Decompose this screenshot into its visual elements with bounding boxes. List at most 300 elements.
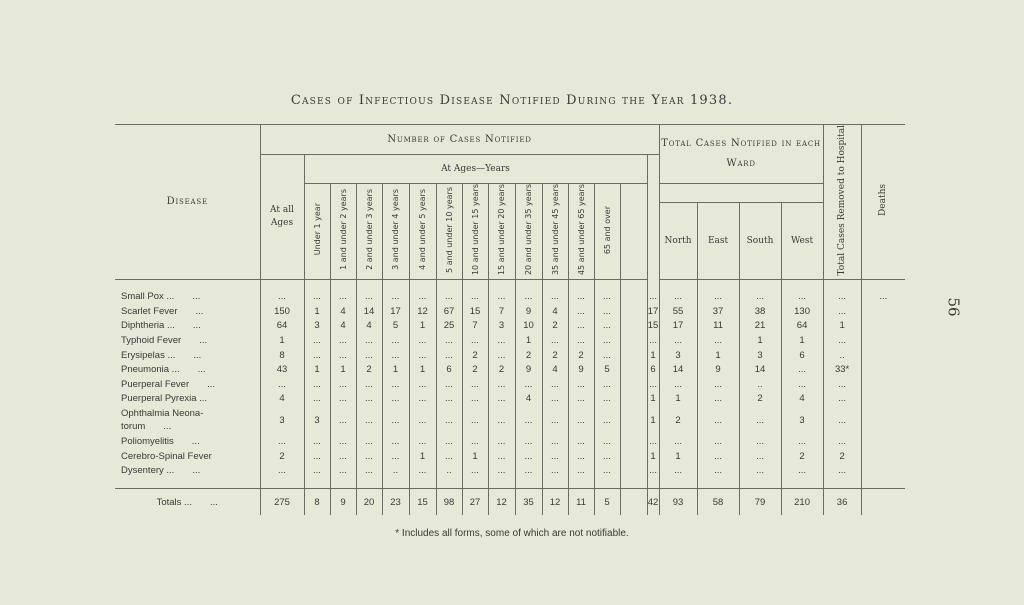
table-body bbox=[115, 279, 905, 515]
disease-name: Pneumonia ... ... bbox=[115, 362, 260, 377]
table-cell: 58 bbox=[697, 489, 739, 516]
disease-name: Puerperal Pyrexia ... bbox=[115, 392, 260, 407]
table-cell: ... bbox=[568, 463, 594, 478]
page-number: 56 bbox=[944, 297, 963, 317]
table-cell: ... bbox=[823, 333, 861, 348]
table-cell: 15 bbox=[647, 320, 659, 332]
table-cell: ... bbox=[488, 333, 515, 348]
gap-cell bbox=[620, 406, 647, 434]
table-cell: ... bbox=[781, 463, 823, 478]
table-cell: 4 bbox=[356, 319, 382, 334]
disease-name: Scarlet Fever ... bbox=[115, 304, 260, 319]
total-cases-ward-header: Total Cases Notified in each Ward bbox=[659, 125, 823, 184]
disease-name: Erysipelas ... ... bbox=[115, 348, 260, 363]
table-cell: 3 bbox=[659, 348, 697, 363]
spacer-row bbox=[115, 478, 905, 489]
table-cell: 2 bbox=[542, 348, 568, 363]
table-cell: 14 bbox=[739, 362, 781, 377]
table-cell: 11 bbox=[697, 319, 739, 334]
table-cell: ... bbox=[594, 463, 620, 478]
table-cell: 3 bbox=[739, 348, 781, 363]
infectious-disease-table bbox=[115, 124, 905, 515]
gap-cell bbox=[620, 319, 647, 334]
table-cell: ... bbox=[330, 434, 356, 449]
table-cell: ... bbox=[488, 377, 515, 392]
table-cell: ... bbox=[462, 392, 488, 407]
gap-cell bbox=[620, 377, 647, 392]
table-cell: ... bbox=[488, 463, 515, 478]
table-cell: 3 bbox=[260, 406, 304, 434]
table-cell: ... bbox=[823, 434, 861, 449]
table-cell: ... bbox=[304, 348, 330, 363]
table-cell: .. bbox=[823, 348, 861, 363]
page-title: Cases of Infectious Disease Notified During the Year 1938. bbox=[290, 93, 734, 108]
table-cell: ... bbox=[409, 392, 436, 407]
table-cell: 5 bbox=[382, 319, 409, 334]
table-cell: ... bbox=[409, 406, 436, 434]
table-cell bbox=[861, 449, 905, 464]
table-cell: 37 bbox=[697, 304, 739, 319]
table-cell: 1 bbox=[515, 333, 542, 348]
table-row bbox=[115, 362, 905, 377]
at-all-ages-header: At all Ages bbox=[260, 155, 304, 280]
table-cell: 42 bbox=[647, 489, 659, 516]
table-cell: 1 bbox=[647, 392, 659, 407]
table-cell: .. bbox=[739, 377, 781, 392]
age-col-8: 20 and under 35 years bbox=[515, 183, 542, 279]
table-cell: ... bbox=[382, 290, 409, 305]
table-cell: ... bbox=[330, 449, 356, 464]
table-cell: ... bbox=[304, 449, 330, 464]
table-cell: 36 bbox=[823, 489, 861, 516]
gap-cell bbox=[620, 449, 647, 464]
age-col-3: 3 and under 4 years bbox=[382, 183, 409, 279]
table-cell: ... bbox=[739, 449, 781, 464]
disease-name: Ophthalmia Neona-torum ... bbox=[115, 406, 260, 434]
table-cell bbox=[861, 489, 905, 516]
table-cell: 1 bbox=[462, 449, 488, 464]
age-col-5: 5 and under 10 years bbox=[436, 183, 462, 279]
table-cell: 4 bbox=[330, 319, 356, 334]
table-cell: 2 bbox=[515, 348, 542, 363]
table-cell: 4 bbox=[542, 304, 568, 319]
table-cell: ... bbox=[697, 463, 739, 478]
table-cell: ... bbox=[568, 392, 594, 407]
table-cell: 17 bbox=[659, 319, 697, 334]
table-cell: 1 bbox=[697, 348, 739, 363]
table-cell: ... bbox=[304, 434, 330, 449]
table-cell: 1 bbox=[823, 319, 861, 334]
table-cell: ... bbox=[356, 406, 382, 434]
age-col-12 bbox=[620, 183, 647, 279]
table-cell: ... bbox=[542, 377, 568, 392]
table-cell: 43 bbox=[260, 362, 304, 377]
table-cell: ... bbox=[330, 348, 356, 363]
disease-name: Cerebro-Spinal Fever bbox=[115, 449, 260, 464]
table-cell: 150 bbox=[260, 304, 304, 319]
table-cell: ... bbox=[594, 319, 620, 334]
table-cell: ... bbox=[647, 377, 659, 392]
table-cell: ... bbox=[436, 377, 462, 392]
table-cell: 17 bbox=[647, 305, 659, 317]
table-cell: 15 bbox=[409, 489, 436, 516]
table-cell: 3 bbox=[781, 406, 823, 434]
table-cell: ... bbox=[356, 377, 382, 392]
footnote: * Includes all forms, some of which are not notifiable. bbox=[395, 528, 629, 539]
table-cell: ... bbox=[382, 434, 409, 449]
removed-header: Total Cases Removed to Hospital bbox=[823, 125, 861, 280]
age-col-10: 45 and under 65 years bbox=[568, 183, 594, 279]
table-cell: ... bbox=[260, 434, 304, 449]
table-cell bbox=[861, 463, 905, 478]
table-cell: ... bbox=[304, 377, 330, 392]
table-cell: 12 bbox=[488, 489, 515, 516]
table-cell: ... bbox=[356, 290, 382, 305]
table-row bbox=[115, 463, 905, 478]
table-cell: ... bbox=[823, 377, 861, 392]
table-cell: ... bbox=[861, 290, 905, 305]
disease-name: Poliomyelitis ... bbox=[115, 434, 260, 449]
table-cell: 15 bbox=[462, 304, 488, 319]
table-cell: 1 bbox=[304, 362, 330, 377]
gap-cell bbox=[620, 304, 647, 319]
table-cell: ... bbox=[462, 333, 488, 348]
age-col-6: 10 and under 15 years bbox=[462, 183, 488, 279]
table-cell: ... bbox=[647, 434, 659, 449]
table-cell bbox=[861, 319, 905, 334]
table-cell: 1 bbox=[647, 449, 659, 464]
table-cell: ... bbox=[462, 406, 488, 434]
table-cell: ... bbox=[330, 406, 356, 434]
table-cell: ... bbox=[356, 434, 382, 449]
table-cell: 93 bbox=[659, 489, 697, 516]
table-cell: ... bbox=[409, 290, 436, 305]
table-cell bbox=[861, 348, 905, 363]
table-cell: ... bbox=[260, 290, 304, 305]
table-cell: 1 bbox=[647, 406, 659, 434]
table-cell: ... bbox=[781, 377, 823, 392]
table-cell: ... bbox=[488, 434, 515, 449]
table-cell: ... bbox=[488, 392, 515, 407]
table-cell bbox=[861, 406, 905, 434]
table-row bbox=[115, 377, 905, 392]
table-cell: 210 bbox=[781, 489, 823, 516]
table-cell: 2 bbox=[781, 449, 823, 464]
table-cell: 2 bbox=[462, 362, 488, 377]
table-cell: 7 bbox=[488, 304, 515, 319]
disease-name: Small Pox ... ... bbox=[115, 290, 260, 305]
table-cell: ... bbox=[488, 449, 515, 464]
gap-cell bbox=[620, 463, 647, 478]
table-cell: ... bbox=[330, 392, 356, 407]
table-cell: ... bbox=[594, 304, 620, 319]
table-cell: 17 bbox=[382, 304, 409, 319]
table-cell: 1 bbox=[304, 304, 330, 319]
table-cell bbox=[861, 362, 905, 377]
table-cell: ... bbox=[568, 406, 594, 434]
table-cell: 67 bbox=[436, 304, 462, 319]
table-cell: 1 bbox=[409, 362, 436, 377]
table-cell: ... bbox=[659, 377, 697, 392]
table-cell: 27 bbox=[462, 489, 488, 516]
table-cell: ... bbox=[697, 377, 739, 392]
table-cell: ... bbox=[515, 449, 542, 464]
table-cell: ... bbox=[356, 463, 382, 478]
table-cell: ... bbox=[382, 333, 409, 348]
table-cell: ... bbox=[594, 406, 620, 434]
table-cell: 1 bbox=[781, 333, 823, 348]
table-cell: 5 bbox=[594, 362, 620, 377]
table-cell: ... bbox=[659, 434, 697, 449]
table-cell: .. bbox=[436, 463, 462, 478]
table-cell: ... bbox=[739, 463, 781, 478]
table-cell bbox=[861, 333, 905, 348]
at-ages-header: At Ages—Years bbox=[304, 155, 647, 184]
table-cell: 9 bbox=[515, 304, 542, 319]
table-cell: ... bbox=[542, 449, 568, 464]
table-cell: 4 bbox=[260, 392, 304, 407]
gap-cell bbox=[620, 333, 647, 348]
table-cell: ... bbox=[542, 434, 568, 449]
table-cell: ... bbox=[594, 290, 620, 305]
age-col-2: 2 and under 3 years bbox=[356, 183, 382, 279]
table-cell: 2 bbox=[739, 392, 781, 407]
table-row bbox=[115, 304, 905, 319]
table-cell: 1 bbox=[647, 348, 659, 363]
table-cell: 55 bbox=[659, 304, 697, 319]
gap-cell bbox=[620, 392, 647, 407]
table-cell: ... bbox=[330, 463, 356, 478]
table-cell: ... bbox=[542, 290, 568, 305]
table-row bbox=[115, 319, 905, 334]
table-cell: ... bbox=[382, 406, 409, 434]
table-cell: ... bbox=[568, 319, 594, 334]
disease-name: Typhoid Fever ... bbox=[115, 333, 260, 348]
table-cell: 2 bbox=[568, 348, 594, 363]
table-cell: ... bbox=[409, 434, 436, 449]
table-cell: ... bbox=[781, 290, 823, 305]
table-cell: 3 bbox=[304, 406, 330, 434]
table-cell: .. bbox=[382, 463, 409, 478]
table-cell: ... bbox=[515, 406, 542, 434]
disease-header: Disease bbox=[115, 125, 260, 280]
table-cell: ... bbox=[382, 392, 409, 407]
table-cell: 1 bbox=[409, 449, 436, 464]
table-cell: ... bbox=[462, 290, 488, 305]
table-cell: ... bbox=[330, 290, 356, 305]
table-row bbox=[115, 434, 905, 449]
table-cell: ... bbox=[647, 290, 659, 305]
table-cell: ... bbox=[462, 377, 488, 392]
table-cell: ... bbox=[436, 392, 462, 407]
table-cell: ... bbox=[697, 434, 739, 449]
table-cell: 2 bbox=[823, 449, 861, 464]
table-cell: ... bbox=[304, 463, 330, 478]
table-cell: ... bbox=[823, 392, 861, 407]
table-cell: 1 bbox=[409, 319, 436, 334]
gap-cell bbox=[620, 348, 647, 363]
table-cell: ... bbox=[356, 449, 382, 464]
table-cell: ... bbox=[330, 377, 356, 392]
table-cell: ... bbox=[659, 463, 697, 478]
table-cell: 2 bbox=[542, 319, 568, 334]
table-cell: ... bbox=[436, 434, 462, 449]
table-cell: ... bbox=[542, 392, 568, 407]
table-cell: ... bbox=[739, 290, 781, 305]
table-cell: ... bbox=[823, 463, 861, 478]
ward-south-header: South bbox=[739, 203, 781, 279]
table-cell: ... bbox=[462, 463, 488, 478]
table-cell: 5 bbox=[594, 489, 620, 516]
table-cell: 14 bbox=[356, 304, 382, 319]
table-cell: 275 bbox=[260, 489, 304, 516]
table-cell: 35 bbox=[515, 489, 542, 516]
table-cell: 130 bbox=[781, 304, 823, 319]
table-cell: 4 bbox=[781, 392, 823, 407]
table-cell: ... bbox=[462, 434, 488, 449]
table-cell: ... bbox=[594, 333, 620, 348]
table-cell: ... bbox=[594, 377, 620, 392]
table-cell: ... bbox=[542, 463, 568, 478]
table-cell: ... bbox=[409, 463, 436, 478]
table-cell: 1 bbox=[659, 392, 697, 407]
deaths-header: Deaths bbox=[861, 125, 905, 280]
table-cell: ... bbox=[647, 463, 659, 478]
table-cell: 4 bbox=[515, 392, 542, 407]
age-col-0: Under 1 year bbox=[304, 183, 330, 279]
table-cell: 33* bbox=[823, 362, 861, 377]
table-cell: ... bbox=[568, 377, 594, 392]
table-cell: ... bbox=[304, 290, 330, 305]
table-cell: 9 bbox=[515, 362, 542, 377]
table-cell: 64 bbox=[781, 319, 823, 334]
table-cell bbox=[861, 377, 905, 392]
table-cell: ... bbox=[542, 333, 568, 348]
table-cell: ... bbox=[568, 304, 594, 319]
table-cell: 6 bbox=[436, 362, 462, 377]
table-cell: ... bbox=[697, 449, 739, 464]
ward-east-header: East bbox=[697, 203, 739, 279]
table-cell: ... bbox=[647, 333, 659, 348]
table-cell: ... bbox=[260, 377, 304, 392]
gap-cell bbox=[620, 362, 647, 377]
age-col-1: 1 and under 2 years bbox=[330, 183, 356, 279]
table-row bbox=[115, 449, 905, 464]
table-cell: ... bbox=[781, 434, 823, 449]
table-cell: ... bbox=[382, 348, 409, 363]
table-cell: 20 bbox=[356, 489, 382, 516]
table-cell: 21 bbox=[739, 319, 781, 334]
table-cell: ... bbox=[594, 449, 620, 464]
table-cell: 2 bbox=[488, 362, 515, 377]
table-cell: ... bbox=[409, 348, 436, 363]
table-row bbox=[115, 348, 905, 363]
number-of-cases-header: Number of Cases Notified bbox=[260, 125, 659, 155]
table-cell: ... bbox=[781, 362, 823, 377]
table-row bbox=[115, 333, 905, 348]
table-cell: 6 bbox=[647, 362, 659, 377]
table-cell: 3 bbox=[304, 319, 330, 334]
table-cell: ... bbox=[382, 377, 409, 392]
ward-west-header: West bbox=[781, 203, 823, 279]
age-col-9: 35 and under 45 years bbox=[542, 183, 568, 279]
table-cell: ... bbox=[488, 406, 515, 434]
table-cell: 1 bbox=[659, 449, 697, 464]
table-cell: ... bbox=[409, 377, 436, 392]
table-cell: ... bbox=[515, 290, 542, 305]
table-cell: 38 bbox=[739, 304, 781, 319]
table-cell: 2 bbox=[260, 449, 304, 464]
table-cell: ... bbox=[436, 449, 462, 464]
table-cell: ... bbox=[568, 449, 594, 464]
table-cell: 25 bbox=[436, 319, 462, 334]
table-cell: 12 bbox=[409, 304, 436, 319]
table-cell: 9 bbox=[568, 362, 594, 377]
table-cell: ... bbox=[594, 348, 620, 363]
gap-cell bbox=[620, 434, 647, 449]
table-cell: 4 bbox=[330, 304, 356, 319]
table-cell: ... bbox=[515, 434, 542, 449]
table-cell: 10 bbox=[515, 319, 542, 334]
age-col-4: 4 and under 5 years bbox=[409, 183, 436, 279]
table-cell: 8 bbox=[304, 489, 330, 516]
table-cell: ... bbox=[697, 406, 739, 434]
table-cell: 12 bbox=[542, 489, 568, 516]
table-cell: ... bbox=[409, 333, 436, 348]
table-cell: ... bbox=[436, 333, 462, 348]
table-cell: ... bbox=[436, 290, 462, 305]
table-row bbox=[115, 406, 905, 434]
table-cell: 11 bbox=[568, 489, 594, 516]
disease-name: Diphtheria ... ... bbox=[115, 319, 260, 334]
table-row bbox=[115, 290, 905, 305]
table-cell: ... bbox=[356, 348, 382, 363]
table-cell: ... bbox=[488, 348, 515, 363]
table-cell: 9 bbox=[330, 489, 356, 516]
table-cell: ... bbox=[697, 392, 739, 407]
table-cell: ... bbox=[568, 290, 594, 305]
table-cell: 1 bbox=[382, 362, 409, 377]
table-cell: 7 bbox=[462, 319, 488, 334]
table-cell: ... bbox=[823, 406, 861, 434]
table-cell: 98 bbox=[436, 489, 462, 516]
table-cell: ... bbox=[739, 406, 781, 434]
table-cell: ... bbox=[823, 290, 861, 305]
table-cell: ... bbox=[823, 304, 861, 319]
table-cell: ... bbox=[659, 333, 697, 348]
table-cell: 1 bbox=[260, 333, 304, 348]
table-cell: ... bbox=[697, 333, 739, 348]
table-cell: 8 bbox=[260, 348, 304, 363]
table-cell: 4 bbox=[542, 362, 568, 377]
ward-north-header: North bbox=[659, 203, 697, 279]
table-cell: ... bbox=[260, 463, 304, 478]
table-cell: 6 bbox=[781, 348, 823, 363]
table-cell bbox=[861, 434, 905, 449]
table-cell bbox=[861, 304, 905, 319]
table-cell: ... bbox=[568, 333, 594, 348]
totals-label: Totals ... ... bbox=[115, 489, 260, 516]
table-cell: ... bbox=[436, 406, 462, 434]
table-cell: ... bbox=[739, 434, 781, 449]
table-cell: ... bbox=[594, 392, 620, 407]
gap-cell bbox=[620, 489, 647, 516]
table-cell: ... bbox=[515, 463, 542, 478]
table-cell: ... bbox=[697, 290, 739, 305]
age-col-7: 15 and under 20 years bbox=[488, 183, 515, 279]
table-cell: ... bbox=[330, 333, 356, 348]
table-cell: 79 bbox=[739, 489, 781, 516]
